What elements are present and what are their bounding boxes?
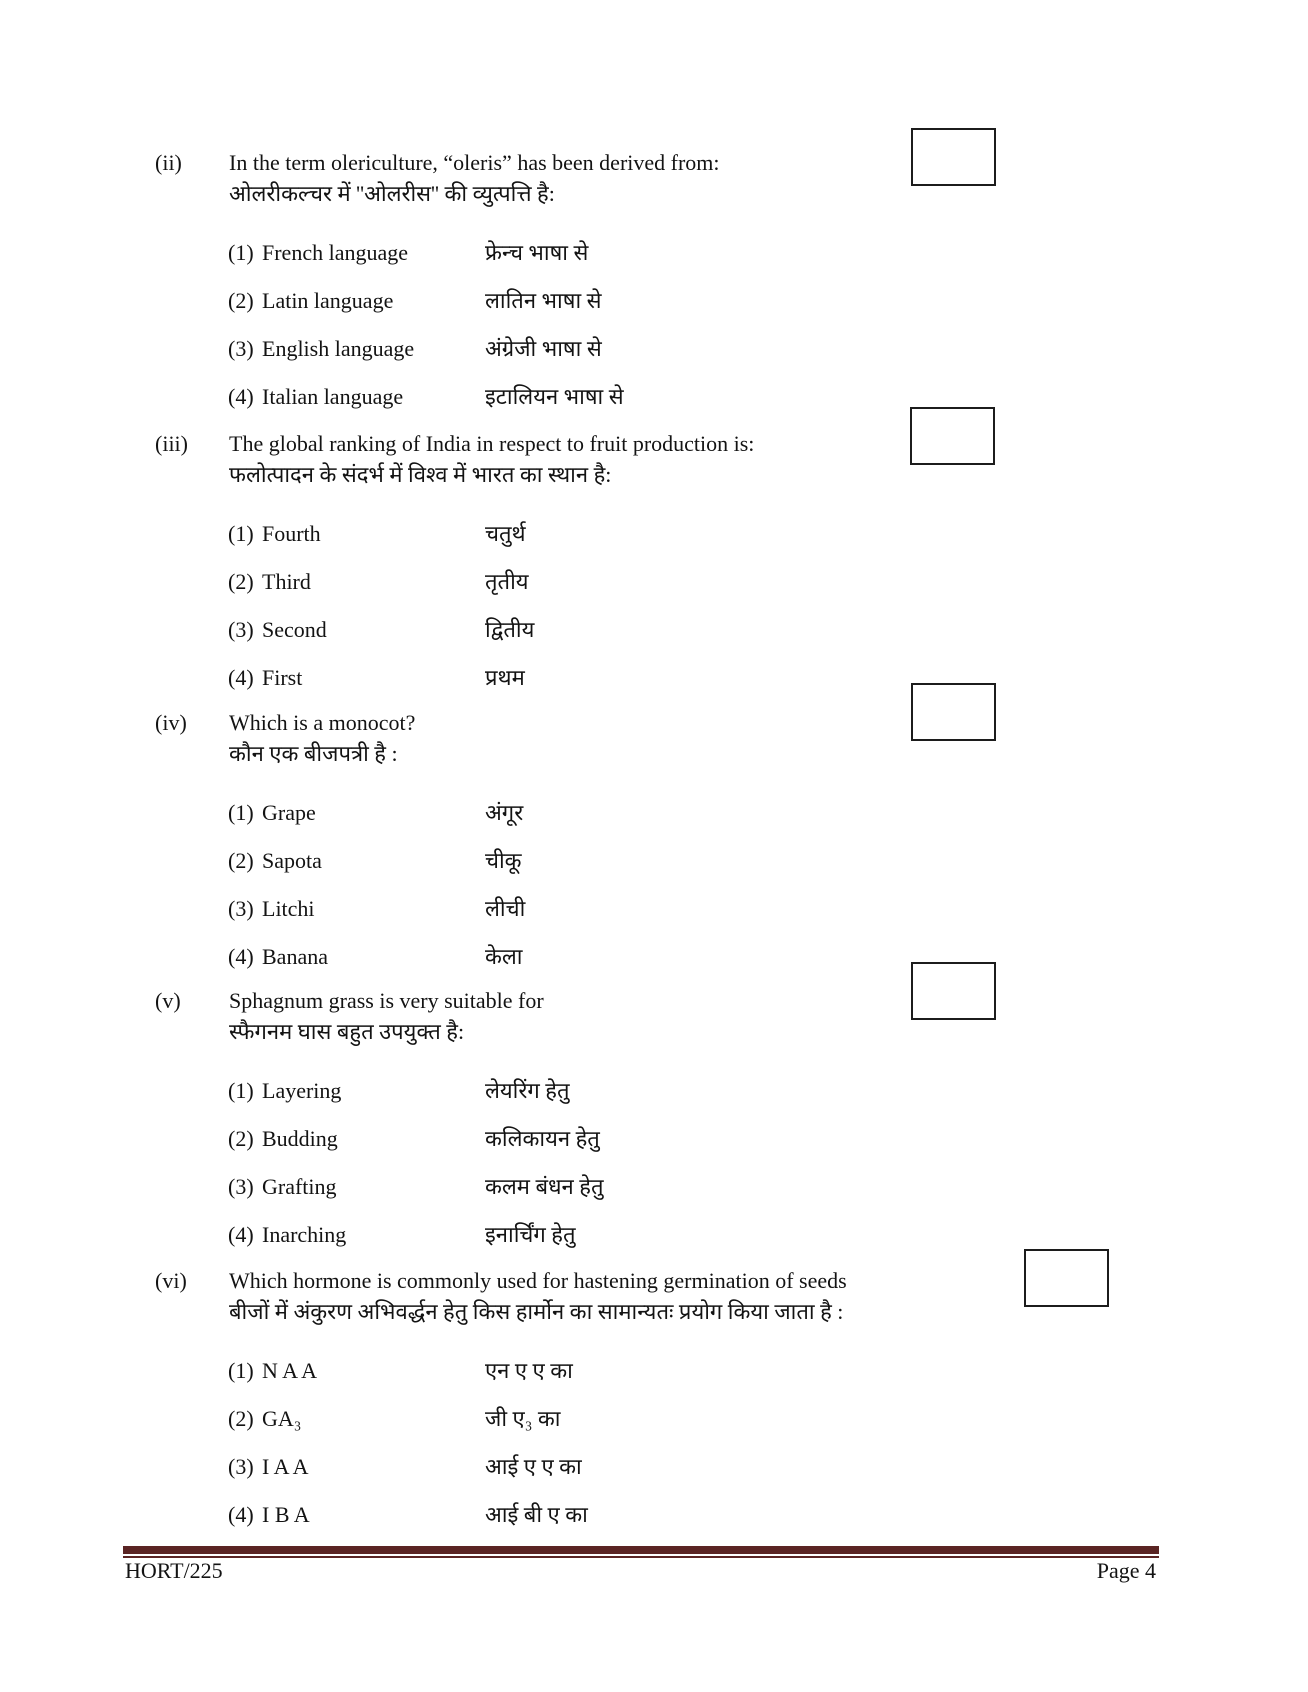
footer-rule-thick [123, 1546, 1159, 1554]
option-text-hi: चतुर्थ [485, 521, 526, 546]
option-number: (2) [228, 569, 254, 594]
option-row [228, 1358, 895, 1383]
option-row [228, 1174, 895, 1199]
options-list [228, 521, 895, 690]
option-text-hi: प्रथम [485, 665, 525, 690]
question-head [155, 985, 895, 1047]
question-text-en: The global ranking of India in respect to fruit production is: [229, 431, 755, 456]
question-text [229, 428, 895, 490]
question-text [229, 147, 895, 209]
option-text-en: Second [262, 617, 327, 642]
question-text-hi: स्फैगनम घास बहुत उपयुक्त है: [229, 1019, 465, 1044]
option-number: (4) [228, 1502, 254, 1527]
option-text-en: Fourth [262, 521, 321, 546]
option-number: (3) [228, 1454, 254, 1479]
option-row [228, 569, 895, 594]
option-text-en: Banana [262, 944, 328, 969]
option-row [228, 617, 895, 642]
options-list [228, 1078, 895, 1247]
answer-box-question-vi [1024, 1249, 1109, 1307]
option-text-hi: लीची [485, 896, 526, 921]
option-text-hi: अंगूर [485, 800, 524, 825]
question-text-en: Sphagnum grass is very suitable for [229, 988, 544, 1013]
option-row [228, 1078, 895, 1103]
option-text-en: Grafting [262, 1174, 337, 1199]
question-head [155, 1265, 895, 1327]
option-row [228, 944, 895, 969]
question-block-iv [155, 707, 895, 969]
option-text-en: Third [262, 569, 311, 594]
option-text-en: Litchi [262, 896, 315, 921]
question-block-v [155, 985, 895, 1247]
option-number: (4) [228, 944, 254, 969]
option-text-hi: तृतीय [485, 569, 529, 594]
option-row [228, 848, 895, 873]
option-text-en: Inarching [262, 1222, 347, 1247]
option-text-en: English language [262, 336, 415, 361]
option-text-en: Grape [262, 800, 316, 825]
question-text-hi: ओलरीकल्चर में ''ओलरीस'' की व्युत्पत्ति है: [229, 181, 555, 206]
option-number: (1) [228, 521, 254, 546]
option-text-en: Italian language [262, 384, 404, 409]
option-row [228, 288, 895, 313]
question-text-en: In the term olericulture, “oleris” has been derived from: [229, 150, 720, 175]
question-block-iii [155, 428, 895, 690]
option-row [228, 1454, 895, 1479]
option-row [228, 800, 895, 825]
option-text-hi: आई बी ए का [485, 1502, 588, 1527]
option-row [228, 240, 895, 265]
options-list [228, 240, 895, 409]
option-row [228, 665, 895, 690]
answer-box-question-v [911, 962, 996, 1020]
option-row [228, 1406, 895, 1431]
option-number: (4) [228, 665, 254, 690]
option-text-hi: फ्रेन्च भाषा से [485, 240, 589, 265]
option-text-hi: कलम बंधन हेतु [485, 1174, 604, 1199]
question-number: (ii) [155, 150, 182, 175]
question-head [155, 428, 895, 490]
question-head [155, 147, 895, 209]
option-number: (4) [228, 1222, 254, 1247]
question-head [155, 707, 895, 769]
question-number: (vi) [155, 1268, 187, 1293]
question-text-en: Which hormone is commonly used for hastening germination of seeds [229, 1268, 847, 1293]
answer-box-question-iii [910, 407, 995, 465]
option-text-en: Sapota [262, 848, 322, 873]
option-text-en: GA₃ [262, 1406, 302, 1431]
question-text-hi: फलोत्पादन के संदर्भ में विश्व में भारत का स्थान है: [229, 462, 612, 487]
options-list [228, 800, 895, 969]
option-text-hi: आई ए ए का [485, 1454, 582, 1479]
question-text [229, 985, 895, 1047]
option-text-en: I B A [262, 1502, 310, 1527]
option-text-hi: द्वितीय [485, 617, 535, 642]
option-number: (3) [228, 336, 254, 361]
option-number: (1) [228, 240, 254, 265]
option-text-hi: जी ए₃ का [485, 1406, 561, 1431]
option-text-hi: केला [485, 944, 523, 969]
question-text-hi: बीजों में अंकुरण अभिवर्द्धन हेतु किस हार्मोन का सामान्यतः प्रयोग किया जाता है : [229, 1299, 844, 1324]
option-row [228, 336, 895, 361]
question-block-vi [155, 1265, 895, 1527]
question-block-ii [155, 147, 895, 409]
option-text-en: French language [262, 240, 408, 265]
question-text [229, 1265, 895, 1327]
option-row [228, 896, 895, 921]
option-text-hi: इटालियन भाषा से [485, 384, 624, 409]
option-number: (3) [228, 896, 254, 921]
option-text-hi: लेयरिंग हेतु [485, 1078, 570, 1103]
question-number: (iii) [155, 431, 188, 456]
option-row [228, 384, 895, 409]
option-number: (2) [228, 1126, 254, 1151]
question-text [229, 707, 895, 769]
option-number: (2) [228, 848, 254, 873]
option-number: (2) [228, 1406, 254, 1431]
option-text-en: I A A [262, 1454, 309, 1479]
option-text-hi: इनार्चिंग हेतु [485, 1222, 576, 1247]
option-row [228, 1502, 895, 1527]
answer-box-question-iv [911, 683, 996, 741]
option-text-hi: चीकू [485, 848, 522, 873]
footer-paper-code: HORT/225 [125, 1558, 223, 1583]
option-row [228, 521, 895, 546]
option-number: (1) [228, 1078, 254, 1103]
option-number: (1) [228, 1358, 254, 1383]
option-text-en: First [262, 665, 303, 690]
question-text-hi: कौन एक बीजपत्री है : [229, 741, 398, 766]
option-number: (3) [228, 617, 254, 642]
option-number: (1) [228, 800, 254, 825]
question-text-en: Which is a monocot? [229, 710, 416, 735]
option-text-en: N A A [262, 1358, 318, 1383]
options-list [228, 1358, 895, 1527]
option-row [228, 1222, 895, 1247]
option-text-en: Layering [262, 1078, 342, 1103]
option-number: (2) [228, 288, 254, 313]
option-text-en: Budding [262, 1126, 338, 1151]
option-row [228, 1126, 895, 1151]
option-number: (4) [228, 384, 254, 409]
option-text-hi: एन ए ए का [485, 1358, 573, 1383]
question-number: (iv) [155, 710, 187, 735]
question-number: (v) [155, 988, 181, 1013]
option-number: (3) [228, 1174, 254, 1199]
option-text-en: Latin language [262, 288, 394, 313]
option-text-hi: अंग्रेजी भाषा से [485, 336, 602, 361]
footer-page-number: Page 4 [1096, 1558, 1156, 1583]
footer-rule-thin [123, 1556, 1159, 1558]
option-text-hi: कलिकायन हेतु [485, 1126, 600, 1151]
option-text-hi: लातिन भाषा से [485, 288, 602, 313]
answer-box-question-ii [911, 128, 996, 186]
